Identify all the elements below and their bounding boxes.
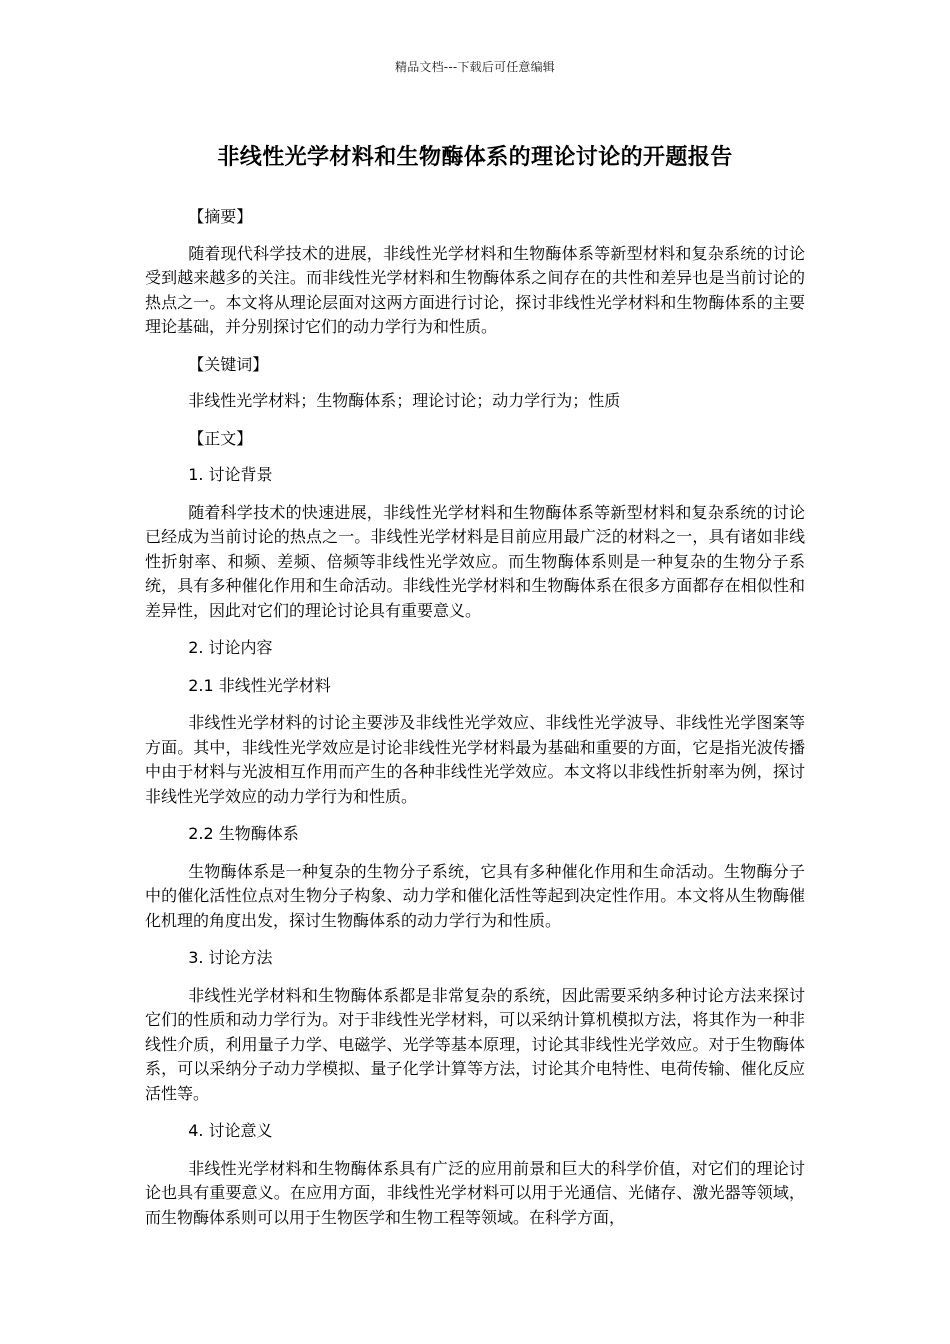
section-4-paragraph: 非线性光学材料和生物酶体系具有广泛的应用前景和巨大的科学价值，对它们的理论讨论也具有重要意义。在应用方面，非线性光学材料可以用于光通信、光储存、激光器等领域，而生物酶体系则可以用于生物医学和生物工程等领域。在科学方面， [145, 1158, 805, 1227]
abstract-label: 【摘要】 [188, 207, 253, 226]
section-2-2-paragraph: 生物酶体系是一种复杂的生物分子系统，它具有多种催化作用和生命活动。生物酶分子中的催化活性位点对生物分子构象、动力学和催化活性等起到决定性作用。本文将从生物酶催化机理的角度出发，探讨生物酶体系的动力学行为和性质。 [145, 861, 805, 930]
section-4-heading: 4. 讨论意义 [188, 1121, 273, 1140]
keywords-paragraph: 非线性光学材料；生物酶体系；理论讨论；动力学行为；性质 [188, 391, 621, 410]
document-body [145, 205, 805, 1243]
section-3-heading: 3. 讨论方法 [188, 948, 273, 967]
section-2-2-heading: 2.2 生物酶体系 [188, 824, 299, 843]
section-2-heading: 2. 讨论内容 [188, 638, 273, 657]
body-label: 【正文】 [188, 428, 253, 448]
section-1-heading: 1. 讨论背景 [188, 465, 273, 484]
section-2-1-paragraph: 非线性光学材料的讨论主要涉及非线性光学效应、非线性光学波导、非线性光学图案等方面。其中，非线性光学效应是讨论非线性光学材料最为基础和重要的方面，它是指光波传播中由于材料与光波相互作用而产生的各种非线性光学效应。本文将以非线性折射率为例，探讨非线性光学效应的动力学行为和性质。 [145, 713, 805, 806]
section-2-1-heading: 2.1 非线性光学材料 [188, 675, 331, 695]
document-title: 非线性光学材料和生物酶体系的理论讨论的开题报告 [217, 145, 733, 170]
keywords-label: 【关键词】 [188, 354, 269, 374]
section-3-paragraph: 非线性光学材料和生物酶体系都是非常复杂的系统，因此需要采纳多种讨论方法来探讨它们的性质和动力学行为。对于非线性光学材料，可以采纳计算机模拟方法，将其作为一种非线性介质，利用量子力学、电磁学、光学等基本原理，讨论其非线性光学效应。对于生物酶体系，可以采纳分子动力学模拟、量子化学计算等方法，讨论其介电特性、电荷传输、催化反应活性等。 [145, 985, 805, 1103]
section-1-paragraph: 随着科学技术的快速进展，非线性光学材料和生物酶体系等新型材料和复杂系统的讨论已经成为当前讨论的热点之一。非线性光学材料是目前应用最广泛的材料之一，具有诸如非线性折射率、和频、差频、倍频等非线性光学效应。而生物酶体系则是一种复杂的生物分子系统，具有多种催化作用和生命活动。非线性光学材料和生物酶体系在很多方面都存在相似性和差异性，因此对它们的理论讨论具有重要意义。 [145, 502, 805, 620]
page-header: 精品文档---下载后可任意编辑 [395, 60, 555, 74]
abstract-paragraph: 随着现代科学技术的进展，非线性光学材料和生物酶体系等新型材料和复杂系统的讨论受到越来越多的关注。而非线性光学材料和生物酶体系之间存在的共性和差异也是当前讨论的热点之一。本文将从理论层面对这两方面进行讨论，探讨非线性光学材料和生物酶体系的主要理论基础，并分别探讨它们的动力学行为和性质。 [145, 243, 805, 336]
